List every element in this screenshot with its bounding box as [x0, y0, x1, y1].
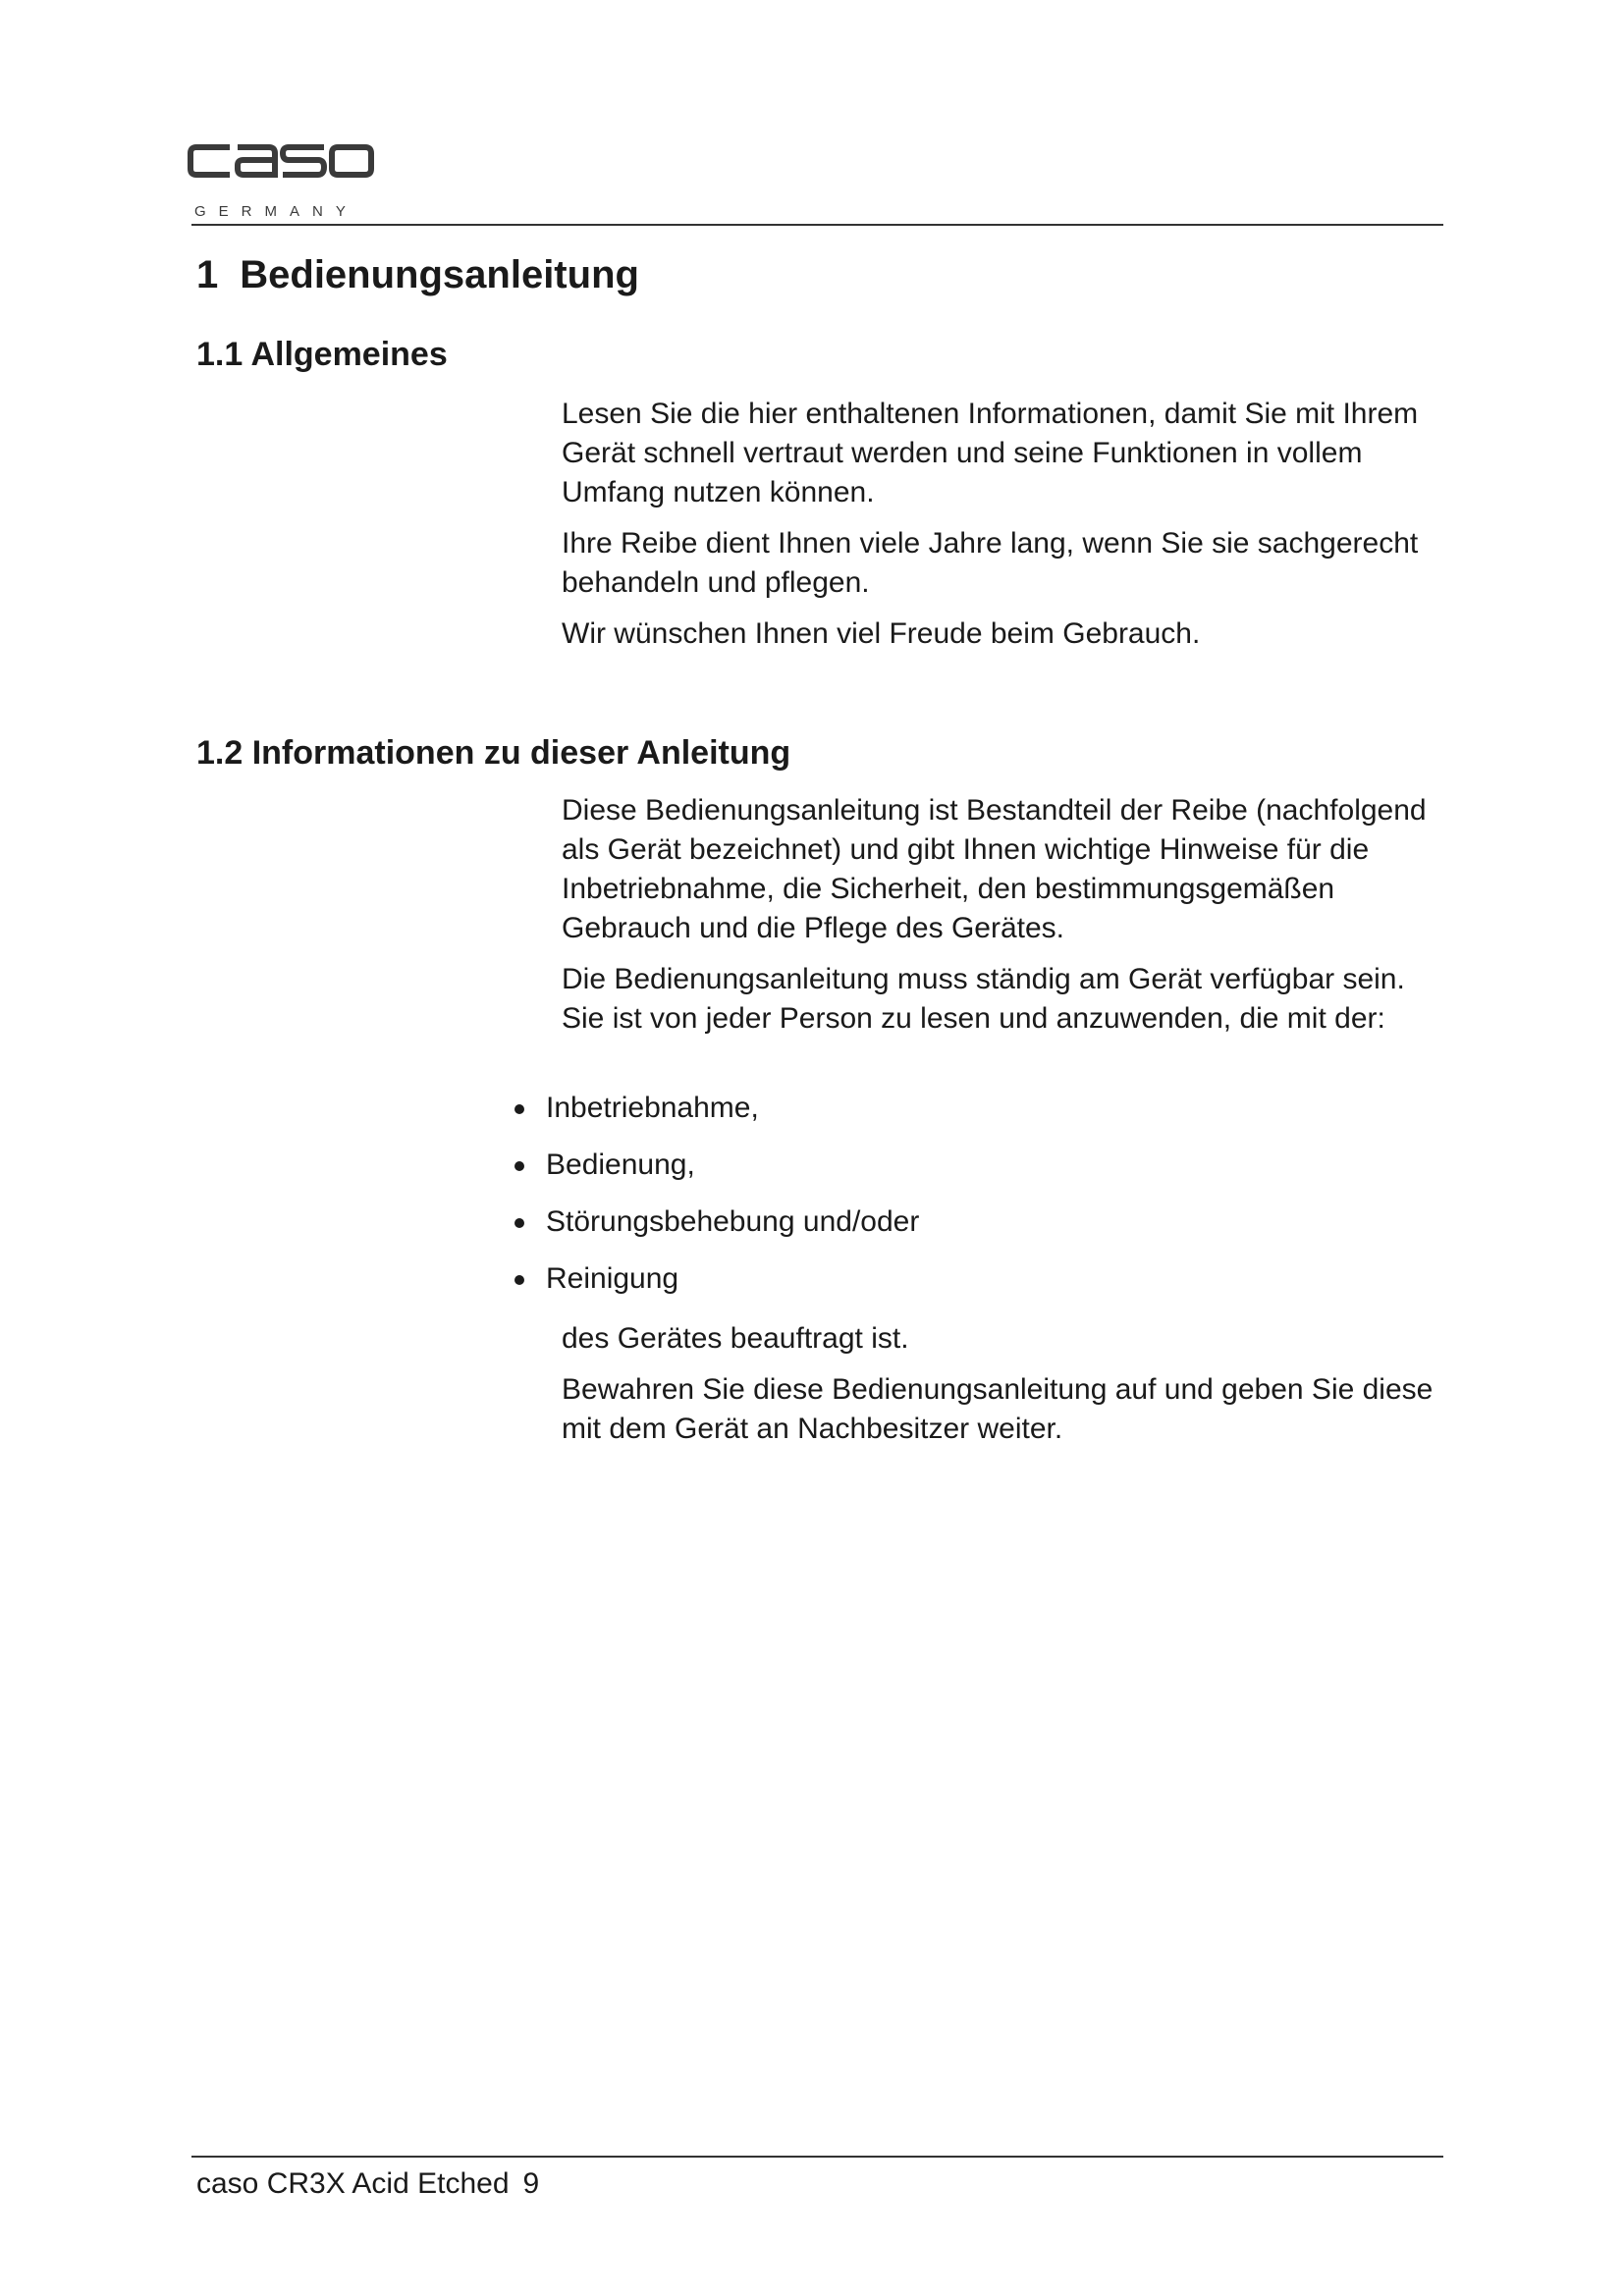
header-rule [191, 224, 1443, 226]
bullet-icon [514, 1218, 524, 1228]
paragraph: Ihre Reibe dient Ihnen viele Jahre lang, wenn Sie sie sachgerecht behandeln und pflegen. [562, 527, 1419, 599]
list-item [511, 1259, 919, 1316]
list-item-label: Bedienung, [546, 1148, 695, 1181]
caso-logo [183, 126, 379, 234]
heading-informationen: 1.2 Informationen zu dieser Anleitung [196, 734, 791, 772]
list-item [511, 1202, 919, 1259]
task-list [511, 1089, 919, 1316]
page-title [196, 253, 639, 297]
list-item-label: Inbetriebnahme, [546, 1092, 759, 1124]
paragraph: Bewahren Sie diese Bedienungsanleitung auf und geben Sie diese mit dem Gerät an Nachbesitzer weiter. [562, 1373, 1434, 1445]
paragraph: Die Bedienungsanleitung muss ständig am Gerät verfügbar sein. Sie ist von jeder Person zu lesen und anzuwenden, die mit der: [562, 963, 1405, 1035]
list-item [511, 1089, 919, 1146]
footer-product: caso CR3X Acid Etched [196, 2167, 510, 2200]
paragraph: Wir wünschen Ihnen viel Freude beim Gebrauch. [562, 617, 1201, 650]
footer-rule [191, 2156, 1443, 2158]
bullet-icon [514, 1275, 524, 1285]
list-item-label: Reinigung [546, 1262, 679, 1295]
list-item [511, 1146, 919, 1202]
page-number: 9 [522, 2167, 540, 2200]
paragraph: Lesen Sie die hier enthaltenen Informationen, damit Sie mit Ihrem Gerät schnell vertraut werden und seine Funktionen in vollem Umfang nutzen können. [562, 398, 1419, 508]
heading-allgemeines: 1.1 Allgemeines [196, 336, 448, 373]
bullet-icon [514, 1104, 524, 1114]
logo-subtext: GERMANY [194, 203, 358, 220]
closing-text [562, 1319, 1445, 1461]
paragraph: des Gerätes beauftragt ist. [562, 1322, 909, 1355]
informationen-text [562, 791, 1445, 1050]
section-title: Bedienungsanleitung [240, 253, 639, 296]
paragraph: Diese Bedienungsanleitung ist Bestandteil der Reibe (nachfolgend als Gerät bezeichnet) und gibt Ihnen wichtige Hinweise für die Inbetriebnahme, die Sicherheit, den bestimmungsgemäßen Gebrauch und die Pflege des Gerätes. [562, 794, 1427, 944]
section-number: 1 [196, 253, 219, 296]
allgemeines-text [562, 395, 1445, 666]
bullet-icon [514, 1161, 524, 1171]
list-item-label: Störungsbehebung und/oder [546, 1205, 920, 1238]
page-footer [196, 2167, 539, 2201]
